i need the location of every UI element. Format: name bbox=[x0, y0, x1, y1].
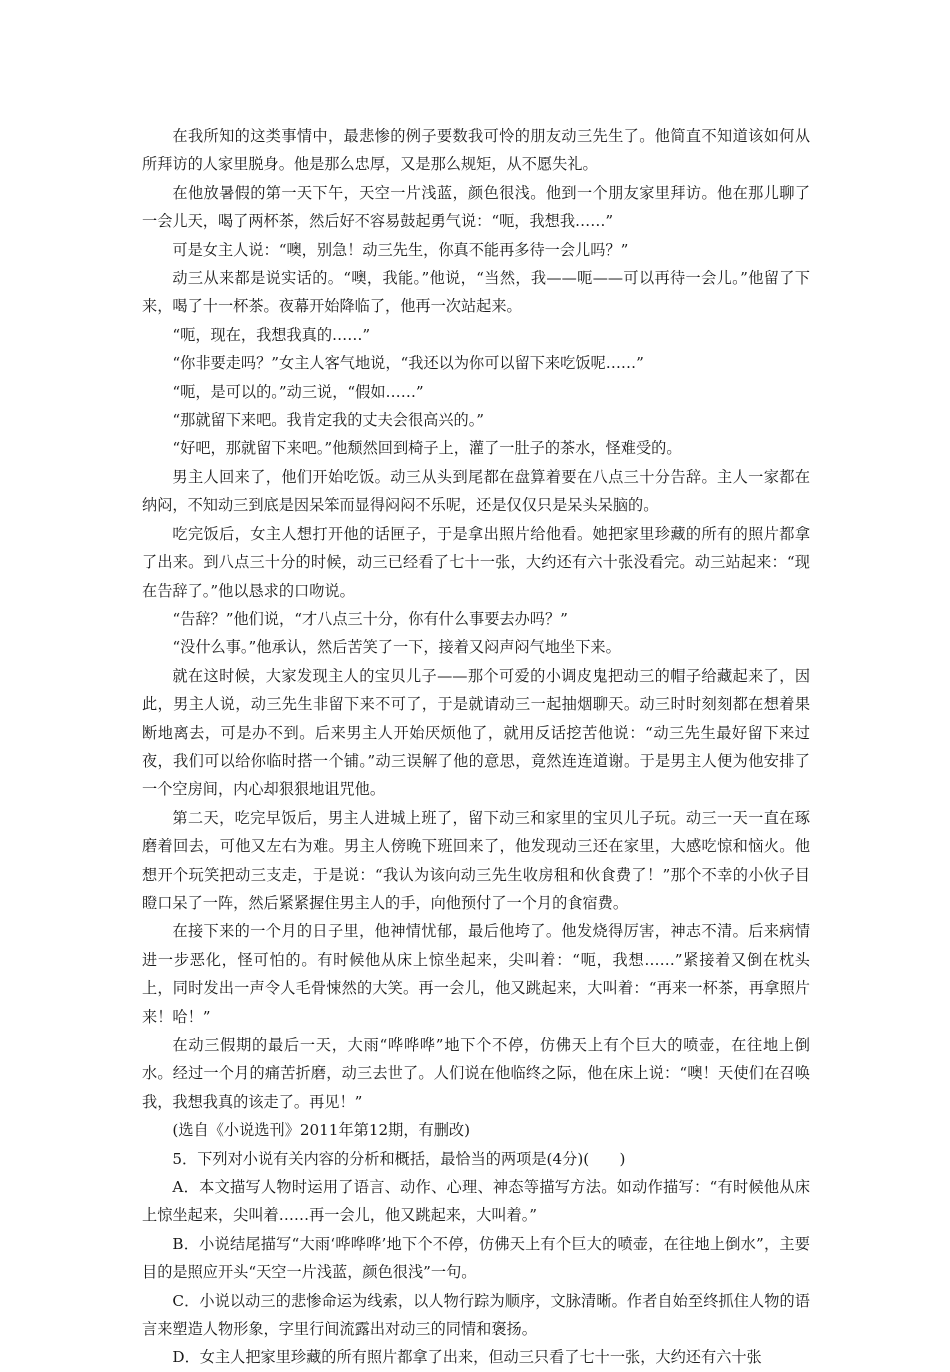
story-paragraph: “好吧，那就留下来吧。”他颓然回到椅子上，灌了一肚子的茶水，怪难受的。 bbox=[172, 439, 682, 458]
document-page bbox=[142, 122, 810, 1372]
story-paragraph: “没什么事。”他承认，然后苦笑了一下，接着又闷声闷气地坐下来。 bbox=[172, 638, 621, 657]
story-paragraph: 就在这时候，大家发现主人的宝贝儿子——那个可爱的小调皮鬼把动三的帽子给藏起来了，因此，男主人说，动三先生非留下来不可了，于是就请动三一起抽烟聊天。动三时时刻刻都在想着果断地离去，可是办不到。后来男主人开始厌烦他了，就用反话挖苦他说：“动三先生最好留下来过夜，我们可以给你临时搭一个铺。”动三误解了他的意思，竟然连连道谢。于是男主人便为他安排了一个空房间，内心却狠狠地诅咒他。 bbox=[142, 666, 810, 799]
story-paragraph: 在动三假期的最后一天，大雨“哗哗哗”地下个不停，仿佛天上有个巨大的喷壶，在往地上倒水。经过一个月的痛苦折磨，动三去世了。人们说在他临终之际，他在床上说：“噢！天使们在召唤我，我想我真的该走了。再见！” bbox=[142, 1036, 810, 1111]
option-a: A．本文描写人物时运用了语言、动作、心理、神态等描写方法。如动作描写：“有时候他从床上惊坐起来，尖叫着……再一会儿，他又跳起来，大叫着。” bbox=[142, 1178, 810, 1225]
option-c: C．小说以动三的悲惨命运为线索，以人物行踪为顺序，文脉清晰。作者自始至终抓住人物的语言来塑造人物形象，字里行间流露出对动三的同情和褒扬。 bbox=[142, 1291, 810, 1339]
story-paragraph: 在我所知的这类事情中，最悲惨的例子要数我可怜的朋友动三先生了。他简直不知道该如何从所拜访的人家里脱身。他是那么忠厚，又是那么规矩，从不愿失礼。 bbox=[142, 127, 810, 174]
story-paragraph: 吃完饭后，女主人想打开他的话匣子，于是拿出照片给他看。她把家里珍藏的所有的照片都拿了出来。到八点三十分的时候，动三已经看了七十一张，大约还有六十张没看完。动三站起来：“现在告辞了。”他以恳求的口吻说。 bbox=[142, 524, 810, 600]
story-paragraph: “呃，是可以的。”动三说，“假如……” bbox=[172, 382, 424, 401]
option-b: B．小说结尾描写“大雨‘哗哗哗’地下个不停，仿佛天上有个巨大的喷壶，在往地上倒水”，主要目的是照应开头“天空一片浅蓝，颜色很浅”一句。 bbox=[142, 1234, 810, 1282]
story-paragraph: “那就留下来吧。我肯定我的丈夫会很高兴的。” bbox=[172, 411, 485, 430]
story-paragraph: 可是女主人说：“噢，别急！动三先生，你真不能再多待一会儿吗？” bbox=[172, 240, 629, 259]
story-paragraph: 第二天，吃完早饭后，男主人进城上班了，留下动三和家里的宝贝儿子玩。动三一天一直在琢磨着回去，可他又左右为难。男主人傍晚下班回来了，他发现动三还在家里，大感吃惊和恼火。他想开个玩笑把动三支走，于是说：“我认为该向动三先生收房租和伙食费了！”那个不幸的小伙子目瞪口呆了一阵，然后紧紧握住男主人的手，向他预付了一个月的食宿费。 bbox=[142, 808, 810, 912]
story-paragraph: “呃，现在，我想我真的……” bbox=[172, 325, 371, 344]
story-paragraph: 男主人回来了，他们开始吃饭。动三从头到尾都在盘算着要在八点三十分告辞。主人一家都在纳闷，不知动三到底是因呆笨而显得闷闷不乐呢，还是仅仅只是呆头呆脑的。 bbox=[142, 467, 810, 515]
question-block bbox=[142, 1145, 810, 1372]
story-paragraph: “你非要走吗？”女主人客气地说，“我还以为你可以留下来吃饭呢……” bbox=[172, 354, 644, 373]
option-d: D．女主人把家里珍藏的所有照片都拿了出来，但动三只看了七十一张，大约还有六十张 bbox=[172, 1348, 762, 1367]
story-body bbox=[142, 122, 810, 1145]
source-citation: (选自《小说选刊》2011年第12期，有删改) bbox=[172, 1121, 471, 1140]
story-paragraph: “告辞？”他们说，“才八点三十分，你有什么事要去办吗？” bbox=[172, 609, 568, 628]
question-stem: 5．下列对小说有关内容的分析和概括，最恰当的两项是(4分)( ) bbox=[172, 1149, 626, 1168]
story-paragraph: 动三从来都是说实话的。“噢，我能。”他说，“当然，我——呃——可以再待一会儿。”他留了下来，喝了十一杯茶。夜幕开始降临了，他再一次站起来。 bbox=[142, 269, 810, 316]
story-paragraph: 在接下来的一个月的日子里，他神情忧郁，最后他垮了。他发烧得厉害，神志不清。后来病情进一步恶化，怪可怕的。有时候他从床上惊坐起来，尖叫着：“呃，我想……”紧接着又倒在枕头上，同时发出一声令人毛骨悚然的大笑。再一会儿，他又跳起来，大叫着：“再来一杯茶，再拿照片来！哈！” bbox=[142, 922, 810, 1026]
story-paragraph: 在他放暑假的第一天下午，天空一片浅蓝，颜色很浅。他到一个朋友家里拜访。他在那儿聊了一会儿天，喝了两杯茶，然后好不容易鼓起勇气说：“呃，我想我……” bbox=[142, 183, 810, 231]
